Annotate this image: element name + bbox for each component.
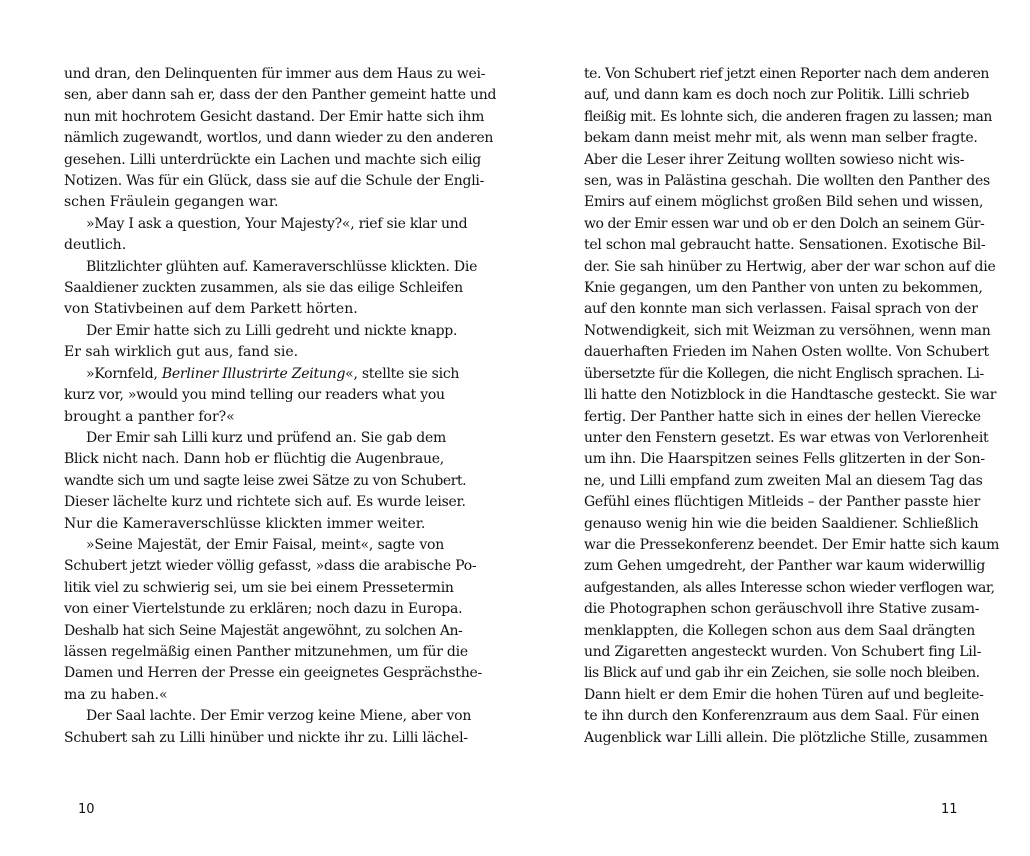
text-line: lässen regelmäßig einen Panther mitzunehmen, um für die	[64, 643, 468, 660]
text-line: Blick nicht nach. Dann hob er flüchtig die Augenbraue,	[64, 451, 444, 468]
text-line: Aber die Leser ihrer Zeitung wollten sowieso nicht wis-	[584, 151, 965, 168]
text-line: war die Pressekonferenz beendet. Der Emir hatte sich kaum	[584, 536, 1000, 553]
text-line: Augenblick war Lilli allein. Die plötzliche Stille, zusammen	[584, 729, 988, 746]
text-line: unter den Fenstern gesetzt. Es war etwas von Verlorenheit	[584, 429, 989, 446]
text-line: lis Blick auf und gab ihr ein Zeichen, sie solle noch bleiben.	[584, 665, 980, 682]
text-line: Blitzlichter glühten auf. Kameraverschlüsse klickten. Die	[86, 258, 478, 275]
text-line: schen Fräulein gegangen war.	[64, 194, 279, 211]
text-line: kurz vor, »would you mind telling our readers what you	[64, 387, 445, 404]
text-line	[64, 364, 460, 385]
text-line: Saaldiener zuckten zusammen, als sie das eilige Schleifen	[64, 280, 463, 297]
text-line: litik viel zu schwierig sei, um sie bei einem Pressetermin	[64, 579, 454, 596]
text-line: menklappten, die Kollegen schon aus dem Saal drängten	[584, 622, 976, 639]
text-line: deutlich.	[64, 237, 127, 254]
text-line: Der Emir sah Lilli kurz und prüfend an. Sie gab dem	[86, 429, 447, 446]
text-line: Schubert jetzt wieder völlig gefasst, »dass die arabische Po-	[64, 558, 477, 575]
text-line: sen, aber dann sah er, dass der den Panther gemeint hatte und	[64, 87, 497, 104]
text-line: ma zu haben.«	[64, 686, 168, 703]
text-line: dauerhaften Frieden im Nahen Osten wollte. Von Schubert	[584, 344, 989, 361]
text-line: Damen und Herren der Presse ein geeignetes Gesprächsthe-	[64, 665, 482, 682]
text-line: lli hatte den Notizblock in die Handtasche gesteckt. Sie war	[584, 387, 997, 404]
text-line: Der Saal lachte. Der Emir verzog keine Miene, aber von	[86, 708, 472, 725]
right-page-text	[584, 64, 1000, 749]
text-line: nun mit hochrotem Gesicht dastand. Der Emir hatte sich ihm	[64, 108, 485, 125]
text-line: die Photographen schon geräuschvoll ihre Stative zusam-	[584, 601, 980, 618]
text-line: um ihn. Die Haarspitzen seines Fells glitzerten in der Son-	[584, 451, 985, 468]
text-line: Der Emir hatte sich zu Lilli gedreht und nickte knapp.	[86, 322, 458, 339]
text-line: brought a panther for?«	[64, 408, 235, 425]
text-line: von einer Viertelstunde zu erklären; noch dazu in Europa.	[64, 601, 463, 618]
text-line: Deshalb hat sich Seine Majestät angewöhnt, zu solchen An-	[64, 622, 463, 639]
text-line: Emirs auf einem möglichst großen Bild sehen und wissen,	[584, 194, 984, 211]
text-line: Knie gegangen, um den Panther von unten zu bekommen,	[584, 280, 983, 297]
text-line: wandte sich um und sagte leise zwei Sätze zu von Schubert.	[64, 472, 467, 489]
text-line: Dieser lächelte kurz und richtete sich auf. Es wurde leiser.	[64, 494, 466, 511]
text-line: wo der Emir essen war und ob er den Dolch an seinem Gür-	[584, 215, 985, 232]
text-line: der. Sie sah hinüber zu Hertwig, aber der war schon auf die	[584, 258, 996, 275]
text-line: te ihn durch den Konferenzraum aus dem Saal. Für einen	[584, 708, 980, 725]
newspaper-title: Berliner Illustrirte Zeitung	[161, 365, 346, 382]
left-page-text	[64, 64, 497, 749]
text-line: Dann hielt er dem Emir die hohen Türen auf und begleite-	[584, 686, 984, 703]
text-line: Notizen. Was für ein Glück, dass sie auf die Schule der Engli-	[64, 173, 485, 190]
text-line: bekam dann meist mehr mit, als wenn man selber fragte.	[584, 130, 978, 147]
text-line: Schubert sah zu Lilli hinüber und nickte ihr zu. Lilli lächel-	[64, 729, 468, 746]
text-line: te. Von Schubert rief jetzt einen Reporter nach dem anderen	[584, 66, 989, 82]
text-line: Gefühl eines flüchtigen Mitleids – der Panther passte hier	[584, 494, 981, 511]
page-number-right: 11	[941, 802, 958, 817]
text-line: Notwendigkeit, sich mit Weizman zu versöhnen, wenn man	[584, 322, 991, 339]
text-line: auf den konnte man sich verlassen. Faisal sprach von der	[584, 301, 978, 318]
text-line: tel schon mal gebraucht hatte. Sensationen. Exotische Bil-	[584, 237, 986, 254]
text-line: Er sah wirklich gut aus, fand sie.	[64, 344, 299, 361]
text-line: ne, und Lilli empfand zum zweiten Mal an diesem Tag das	[584, 472, 983, 489]
text-line: auf, und dann kam es doch noch zur Politik. Lilli schrieb	[584, 87, 970, 104]
text-line: genauso wenig hin wie die beiden Saaldiener. Schließlich	[584, 515, 979, 532]
text-line: und dran, den Delinquenten für immer aus dem Haus zu wei-	[64, 66, 486, 82]
text-line: sen, was in Palästina geschah. Die wollten den Panther des	[584, 173, 990, 190]
text-line: fertig. Der Panther hatte sich in eines der hellen Vierecke	[584, 408, 981, 425]
text-line: nämlich zugewandt, wortlos, und dann wieder zu den anderen	[64, 130, 494, 147]
text-line: gesehen. Lilli unterdrückte ein Lachen und machte sich eilig	[64, 151, 482, 168]
quote-opening: »Kornfeld,	[86, 365, 162, 382]
text-line: fleißig mit. Es lohnte sich, die anderen fragen zu lassen; man	[584, 108, 992, 125]
text-line: zum Gehen umgedreht, der Panther war kaum widerwillig	[584, 558, 986, 575]
text-line: »Seine Majestät, der Emir Faisal, meint«, sagte von	[86, 536, 444, 553]
text-line: aufgestanden, als alles Interesse schon wieder verflogen war,	[584, 579, 995, 596]
text-line: von Stativbeinen auf dem Parkett hörten.	[64, 301, 358, 318]
text-line: übersetzte für die Kollegen, die nicht Englisch sprachen. Li-	[584, 365, 984, 382]
text-line: »May I ask a question, Your Majesty?«, rief sie klar und	[86, 215, 468, 232]
page-number-left: 10	[78, 802, 95, 817]
text-line: Nur die Kameraverschlüsse klickten immer weiter.	[64, 515, 426, 532]
text-line: und Zigaretten angesteckt wurden. Von Schubert fing Lil-	[584, 643, 982, 660]
quote-continuation: «, stellte sie sich	[345, 365, 460, 382]
